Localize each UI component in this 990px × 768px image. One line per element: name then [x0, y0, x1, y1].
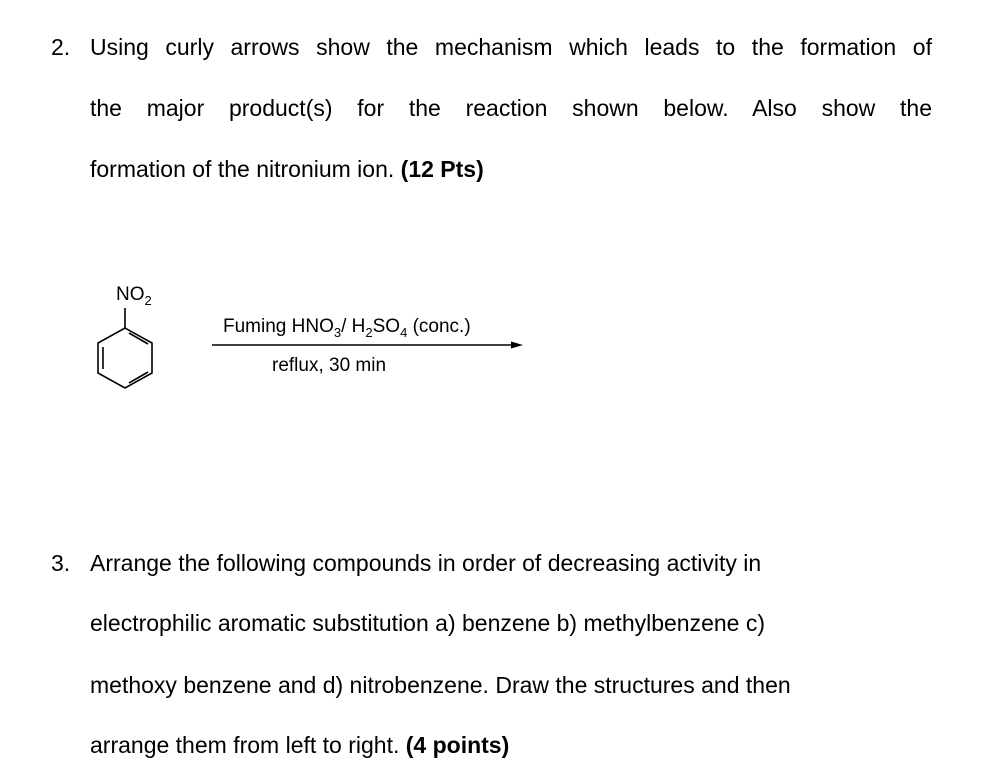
question-2-line-1: Using curly arrows show the mechanism which leads to the formation of: [90, 34, 932, 60]
nitro-group-label: [116, 284, 152, 306]
nitro-label-subscript: 2: [144, 292, 152, 308]
reagent-subscript-2: 2: [365, 324, 373, 340]
question-3-points: (4 points): [405, 732, 510, 758]
question-2-points: (12 Pts): [400, 156, 484, 182]
question-2-line-2: the major product(s) for the reaction shown below. Also show the: [90, 95, 932, 121]
reagent-so: SO: [372, 316, 401, 337]
reagent-mid: / H: [341, 316, 366, 337]
reaction-arrow: [212, 342, 523, 349]
reagent-label: [223, 316, 471, 338]
nitrobenzene-structure: [98, 308, 152, 388]
question-3-line-4: [90, 731, 509, 759]
question-2-number: 2.: [51, 34, 71, 60]
reagent-subscript-3: 4: [400, 324, 408, 340]
question-3-number: 3.: [51, 550, 71, 576]
reagent-prefix: Fuming HNO: [223, 316, 334, 337]
arrow-head: [511, 342, 523, 349]
reagent-subscript-1: 3: [333, 324, 342, 340]
reagent-suffix: (conc.): [407, 316, 471, 337]
question-3-line-2: electrophilic aromatic substitution a) benzene b) methylbenzene c): [90, 610, 766, 636]
question-2-line-3-text: formation of the nitronium ion.: [90, 156, 395, 182]
question-3-line-3: methoxy benzene and d) nitrobenzene. Draw the structures and then: [90, 672, 791, 698]
question-3-line-1: Arrange the following compounds in order of decreasing activity in: [90, 550, 762, 576]
question-3-line-4-text: arrange them from left to right.: [90, 732, 400, 758]
nitro-label-text: NO: [116, 284, 145, 305]
benzene-ring: [98, 328, 152, 388]
conditions-label: reflux, 30 min: [272, 355, 387, 376]
